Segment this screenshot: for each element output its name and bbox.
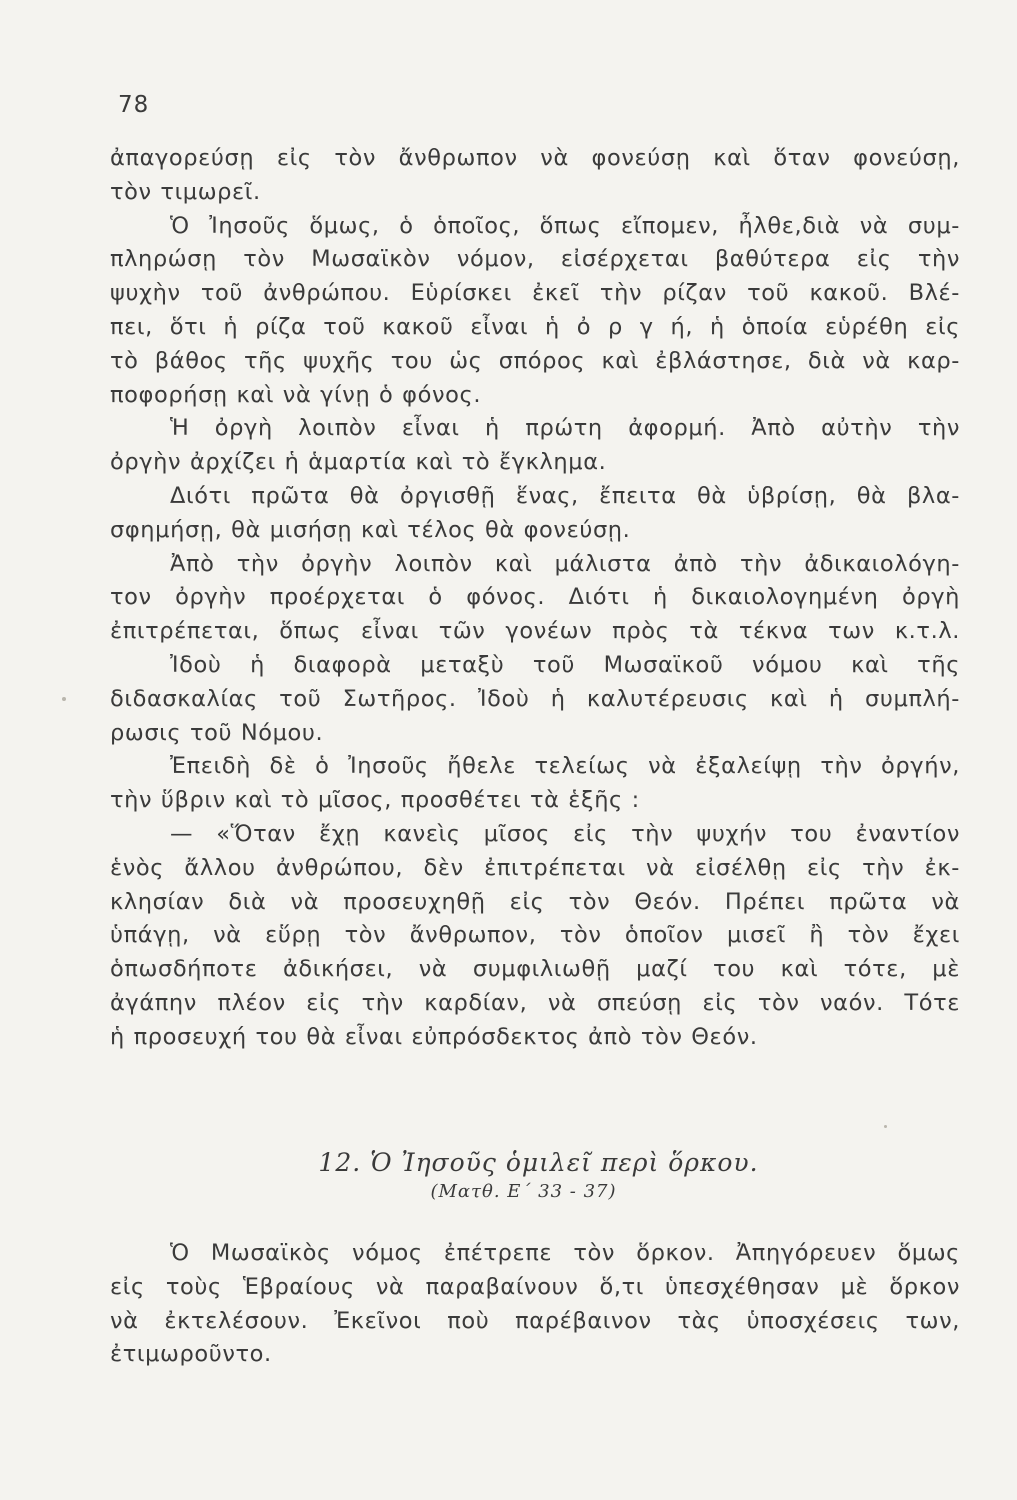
text-line: εἰς τοὺς Ἑβραίους νὰ παραβαίνουν ὅ,τι ὑπεσχέθησαν μὲ ὅρκον <box>110 1273 960 1300</box>
text-line: ποφορήσῃ καὶ νὰ γίνῃ ὁ φόνος. <box>110 381 482 408</box>
text-line: ἐτιμωροῦντο. <box>110 1341 272 1368</box>
text-line: Ἐπειδὴ δὲ ὁ Ἰησοῦς ἤθελε τελείως νὰ ἐξαλείψῃ τὴν ὀργήν, <box>170 753 960 780</box>
print-speck <box>884 1125 887 1128</box>
main-text-block <box>110 142 960 1055</box>
text-line: ρωσις τοῦ Νόμου. <box>110 719 324 746</box>
text-line: Ὁ Ἰησοῦς ὅμως, ὁ ὁποῖος, ὅπως εἴπομεν, ἦλθε,διὰ νὰ συμ- <box>170 212 960 239</box>
text-line: τὸν τιμωρεῖ. <box>110 178 261 205</box>
text-line: πληρώσῃ τὸν Μωσαϊκὸν νόμον, εἰσέρχεται βαθύτερα εἰς τὴν <box>110 246 960 273</box>
page-number: 78 <box>118 92 150 118</box>
text-line: ἀγάπην πλέον εἰς τὴν καρδίαν, νὰ σπεύσῃ εἰς τὸν ναόν. Τότε <box>110 989 960 1016</box>
text-line: ἀπαγορεύσῃ εἰς τὸν ἄνθρωπον νὰ φονεύσῃ καὶ ὅταν φονεύσῃ, <box>110 145 960 171</box>
text-line: διδασκαλίας τοῦ Σωτῆρος. Ἰδοὺ ἡ καλυτέρευσις καὶ ἡ συμπλή- <box>110 685 960 712</box>
section-title: 12. Ὁ Ἰησοῦς ὁμιλεῖ περὶ ὅρκου. <box>318 1148 759 1177</box>
text-line: σφημήσῃ, θὰ μισήσῃ καὶ τέλος θὰ φονεύσῃ. <box>110 516 631 543</box>
text-line: ἡ προσευχή του θὰ εἶναι εὐπρόσδεκτος ἀπὸ τὸν Θεόν. <box>110 1023 758 1050</box>
text-line: ὀργὴν ἀρχίζει ἡ ἁμαρτία καὶ τὸ ἔγκλημα. <box>110 449 607 476</box>
text-line: τον ὀργὴν προέρχεται ὁ φόνος. Διότι ἡ δικαιολογημένη ὀργὴ <box>110 584 960 611</box>
text-line: κλησίαν διὰ νὰ προσευχηθῇ εἰς τὸν Θεόν. Πρέπει πρῶτα νὰ <box>110 888 960 915</box>
text-line: Ὁ Μωσαϊκὸς νόμος ἐπέτρεπε τὸν ὅρκον. Ἀπηγόρευεν ὅμως <box>170 1240 960 1266</box>
text-line: πει, ὅτι ἡ ρίζα τοῦ κακοῦ εἶναι ἡ ὀ ρ γ ή, ἡ ὁποία εὑρέθη εἰς <box>110 313 960 340</box>
text-line: τὸ βάθος τῆς ψυχῆς του ὡς σπόρος καὶ ἐβλάστησε, διὰ νὰ καρ- <box>110 347 960 374</box>
section-reference: (Ματθ. Ε´ 33 - 37) <box>430 1181 617 1202</box>
text-line: ὁπωσδήποτε ἀδικήσει, νὰ συμφιλιωθῇ μαζί του καὶ τότε, μὲ <box>110 956 960 983</box>
text-line: Ἀπὸ τὴν ὀργὴν λοιπὸν καὶ μάλιστα ἀπὸ τὴν ἀδικαιολόγη- <box>170 550 960 577</box>
text-line: Ἡ ὀργὴ λοιπὸν εἶναι ἡ πρώτη ἀφορμή. Ἀπὸ αὐτὴν τὴν <box>170 415 960 442</box>
text-line: τὴν ὕβριν καὶ τὸ μῖσος, προσθέτει τὰ ἑξῆς : <box>110 787 640 814</box>
text-line: ἐπιτρέπεται, ὅπως εἶναι τῶν γονέων πρὸς τὰ τέκνα των κ.τ.λ. <box>110 618 960 645</box>
section-heading <box>0 1148 1017 1202</box>
text-line: ὑπάγῃ, νὰ εὕρῃ τὸν ἄνθρωπον, τὸν ὁποῖον μισεῖ ἢ τὸν ἔχει <box>110 922 960 949</box>
print-speck <box>62 697 66 701</box>
text-line: ψυχὴν τοῦ ἀνθρώπου. Εὑρίσκει ἐκεῖ τὴν ρίζαν τοῦ κακοῦ. Βλέ- <box>110 280 960 307</box>
text-line: νὰ ἐκτελέσουν. Ἐκεῖνοι ποὺ παρέβαινον τὰς ὑποσχέσεις των, <box>110 1307 960 1334</box>
text-line: — «Ὅταν ἔχῃ κανεὶς μῖσος εἰς τὴν ψυχήν του ἐναντίον <box>170 820 960 847</box>
text-line: Ἰδοὺ ἡ διαφορὰ μεταξὺ τοῦ Μωσαϊκοῦ νόμου καὶ τῆς <box>170 651 960 678</box>
text-line: Διότι πρῶτα θὰ ὀργισθῇ ἕνας, ἔπειτα θὰ ὑβρίσῃ, θὰ βλα- <box>170 482 960 509</box>
section-text-block <box>110 1237 960 1372</box>
text-line: ἑνὸς ἄλλου ἀνθρώπου, δὲν ἐπιτρέπεται νὰ εἰσέλθῃ εἰς τὴν ἐκ- <box>110 854 960 881</box>
